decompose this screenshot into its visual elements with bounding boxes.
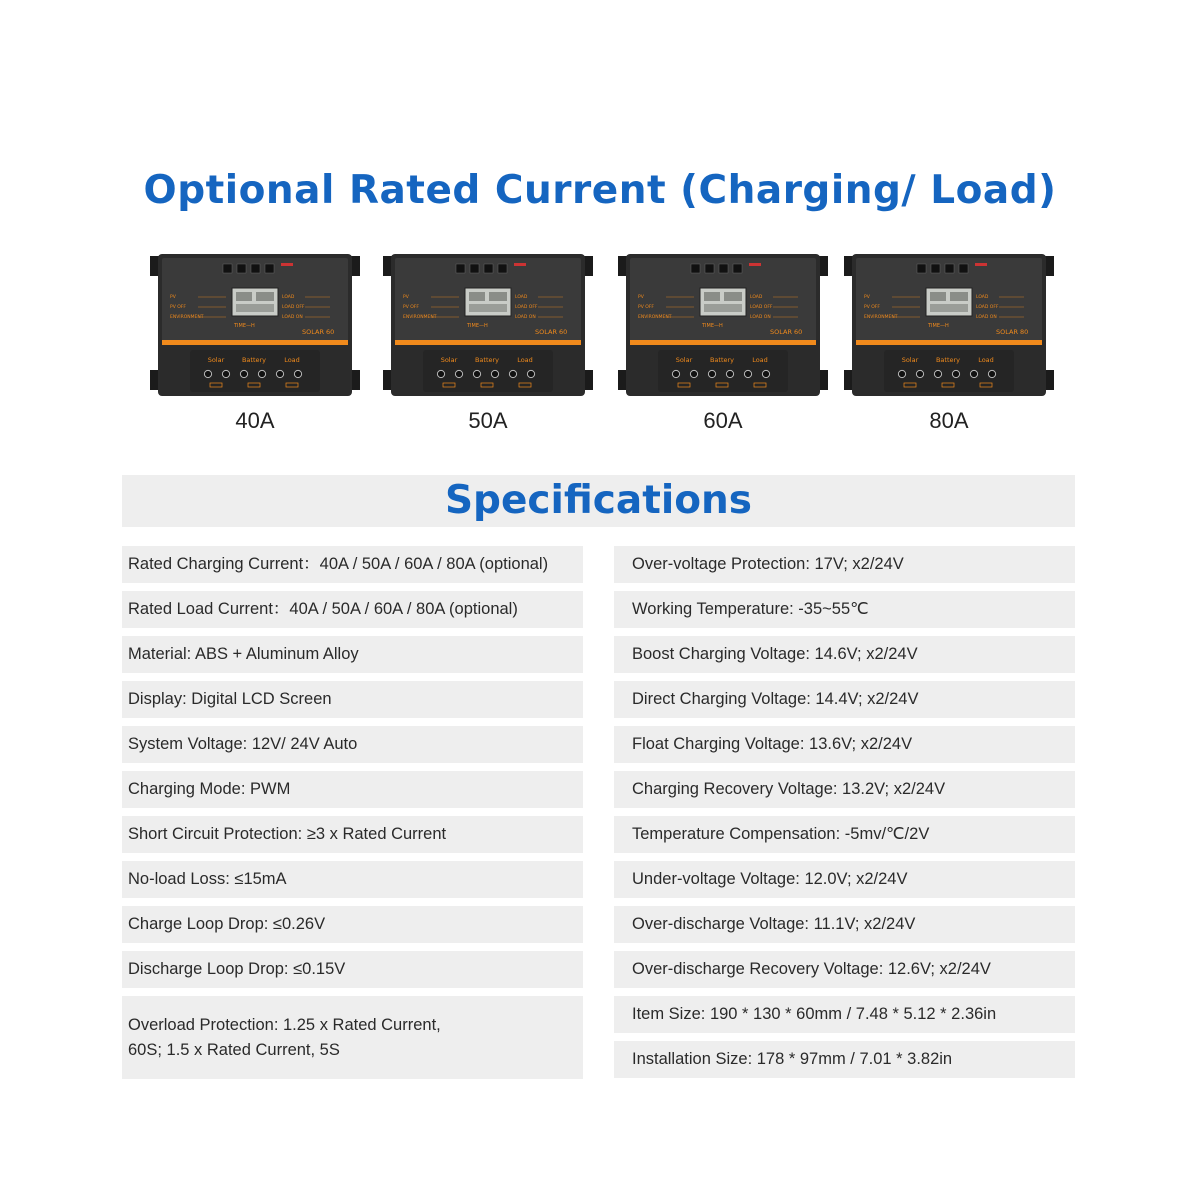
spec-row (614, 906, 1075, 943)
solar-controller-image (618, 250, 828, 400)
readout-label: LOAD OFF (515, 305, 538, 310)
readout-label: ENVIRONMENT (403, 315, 437, 320)
readout-label: PV OFF (170, 305, 186, 310)
spec-row (122, 861, 583, 898)
spec-text: Rated Load Current：40A / 50A / 60A / 80A (optional) (128, 600, 518, 618)
readout-label: PV (170, 295, 176, 300)
terminal-label: Battery (935, 356, 961, 364)
lcd-segment (724, 292, 742, 301)
control-button (223, 264, 232, 273)
terminal-screw (708, 370, 715, 377)
spec-text: Over-discharge Voltage: 11.1V; x2/24V (632, 915, 916, 933)
orange-stripe (630, 340, 816, 345)
readout-label: LOAD ON (515, 315, 536, 320)
readout-label: LOAD (515, 295, 528, 300)
control-button (237, 264, 246, 273)
spec-text: Item Size: 190 * 130 * 60mm / 7.48 * 5.12 * 2.36in (632, 1005, 997, 1023)
terminal-label: Battery (709, 356, 735, 364)
spec-text: Display: Digital LCD Screen (128, 690, 332, 708)
lcd-segment (256, 292, 274, 301)
spec-row (122, 591, 583, 628)
spec-text: Over-discharge Recovery Voltage: 12.6V; x2/24V (632, 960, 991, 978)
control-button (705, 264, 714, 273)
specifications-heading: Specifications (122, 475, 1075, 527)
lcd-segment (469, 292, 485, 301)
terminal-screw (988, 370, 995, 377)
terminal-screw (934, 370, 941, 377)
readout-label: PV (864, 295, 870, 300)
time-label: TIME—H (467, 323, 488, 329)
spec-text: Discharge Loop Drop: ≤0.15V (128, 960, 346, 978)
lcd-segment (236, 304, 274, 312)
control-button (917, 264, 926, 273)
solar-controller-image (383, 250, 593, 400)
spec-row (614, 816, 1075, 853)
readout-label: LOAD OFF (750, 305, 773, 310)
control-button (498, 264, 507, 273)
control-button (251, 264, 260, 273)
readout-label: ENVIRONMENT (638, 315, 672, 320)
spec-row (614, 771, 1075, 808)
spec-row (122, 996, 583, 1079)
terminal-screw (509, 370, 516, 377)
spec-row (122, 951, 583, 988)
terminal-label: Load (284, 356, 300, 364)
spec-text: Charging Mode: PWM (128, 780, 291, 798)
spec-row (122, 771, 583, 808)
lcd-segment (704, 292, 720, 301)
terminal-screw (952, 370, 959, 377)
terminal-screw (222, 370, 229, 377)
product-label: 50A (468, 408, 508, 433)
terminal-label: Battery (241, 356, 267, 364)
terminal-screw (455, 370, 462, 377)
control-button (931, 264, 940, 273)
controller-drawing (844, 250, 1054, 400)
spec-text: Direct Charging Voltage: 14.4V; x2/24V (632, 690, 919, 708)
time-label: TIME—H (702, 323, 723, 329)
terminal-screw (491, 370, 498, 377)
spec-row (122, 906, 583, 943)
terminal-screw (672, 370, 679, 377)
spec-text: Temperature Compensation: -5mv/℃/2V (632, 825, 930, 843)
solar-controller-image (150, 250, 360, 400)
readout-label: PV OFF (403, 305, 419, 310)
spec-text: System Voltage: 12V/ 24V Auto (128, 735, 358, 753)
terminal-screw (276, 370, 283, 377)
model-label: SOLAR 60 (302, 328, 335, 336)
spec-text: Short Circuit Protection: ≥3 x Rated Current (128, 825, 447, 843)
readout-label: LOAD ON (976, 315, 997, 320)
spec-text: Rated Charging Current：40A / 50A / 60A / 80A (optional) (128, 555, 549, 573)
product-label: 40A (235, 408, 275, 433)
terminal-label: Solar (440, 356, 458, 364)
spec-row (122, 546, 583, 583)
solar-controller-image (844, 250, 1054, 400)
spec-text: Charging Recovery Voltage: 13.2V; x2/24V (632, 780, 946, 798)
spec-text: Charge Loop Drop: ≤0.26V (128, 915, 326, 933)
lcd-segment (930, 304, 968, 312)
spec-row (614, 726, 1075, 763)
page-title: Optional Rated Current (Charging/ Load) (143, 168, 1057, 213)
terminal-label: Solar (207, 356, 225, 364)
terminal-label: Solar (675, 356, 693, 364)
readout-label: PV (638, 295, 644, 300)
spec-row (614, 681, 1075, 718)
control-button (470, 264, 479, 273)
terminal-label: Load (752, 356, 768, 364)
terminal-screw (473, 370, 480, 377)
terminal-label: Load (517, 356, 533, 364)
readout-label: LOAD ON (282, 315, 303, 320)
spec-row (614, 996, 1075, 1033)
terminal-screw (437, 370, 444, 377)
terminal-label: Battery (474, 356, 500, 364)
readout-label: LOAD OFF (282, 305, 305, 310)
controller-drawing (383, 250, 593, 400)
time-label: TIME—H (234, 323, 255, 329)
control-button (959, 264, 968, 273)
controller-drawing (618, 250, 828, 400)
spec-text: Overload Protection: 1.25 x Rated Current, 60S; 1.5 x Rated Current, 5S (128, 1015, 441, 1059)
indicator-led (975, 263, 987, 266)
product-variants (0, 250, 1200, 440)
readout-label: ENVIRONMENT (170, 315, 204, 320)
readout-label: PV OFF (638, 305, 654, 310)
lcd-segment (489, 292, 507, 301)
spec-row (122, 816, 583, 853)
orange-stripe (395, 340, 581, 345)
model-label: SOLAR 60 (535, 328, 568, 336)
product-label: 60A (703, 408, 743, 433)
spec-row (614, 546, 1075, 583)
spec-text: Float Charging Voltage: 13.6V; x2/24V (632, 735, 913, 753)
spec-row (614, 636, 1075, 673)
indicator-led (514, 263, 526, 266)
lcd-segment (704, 304, 742, 312)
control-button (456, 264, 465, 273)
terminal-screw (970, 370, 977, 377)
lcd-segment (930, 292, 946, 301)
terminal-screw (258, 370, 265, 377)
control-button (265, 264, 274, 273)
terminal-screw (527, 370, 534, 377)
spec-text: Under-voltage Voltage: 12.0V; x2/24V (632, 870, 908, 888)
readout-label: LOAD OFF (976, 305, 999, 310)
product-label: 80A (929, 408, 969, 433)
terminal-screw (690, 370, 697, 377)
terminal-screw (898, 370, 905, 377)
terminal-label: Solar (901, 356, 919, 364)
time-label: TIME—H (928, 323, 949, 329)
spec-row (122, 636, 583, 673)
orange-stripe (162, 340, 348, 345)
spec-text: Material: ABS + Aluminum Alloy (128, 645, 359, 663)
control-button (691, 264, 700, 273)
spec-text: Installation Size: 178 * 97mm / 7.01 * 3.82in (632, 1050, 953, 1068)
readout-label: ENVIRONMENT (864, 315, 898, 320)
readout-label: PV (403, 295, 409, 300)
readout-label: LOAD (750, 295, 763, 300)
readout-label: LOAD (976, 295, 989, 300)
indicator-led (749, 263, 761, 266)
readout-label: LOAD ON (750, 315, 771, 320)
model-label: SOLAR 80 (996, 328, 1029, 336)
lcd-segment (469, 304, 507, 312)
orange-stripe (856, 340, 1042, 345)
terminal-label: Load (978, 356, 994, 364)
lcd-segment (236, 292, 252, 301)
control-button (484, 264, 493, 273)
spec-row (122, 681, 583, 718)
controller-drawing (150, 250, 360, 400)
control-button (945, 264, 954, 273)
readout-label: LOAD (282, 295, 295, 300)
lcd-segment (950, 292, 968, 301)
spec-text: Over-voltage Protection: 17V; x2/24V (632, 555, 904, 573)
spec-row (122, 726, 583, 763)
terminal-screw (240, 370, 247, 377)
indicator-led (281, 263, 293, 266)
spec-text: Boost Charging Voltage: 14.6V; x2/24V (632, 645, 918, 663)
terminal-screw (744, 370, 751, 377)
control-button (733, 264, 742, 273)
spec-row (614, 1041, 1075, 1078)
spec-row (614, 591, 1075, 628)
readout-label: PV OFF (864, 305, 880, 310)
terminal-screw (762, 370, 769, 377)
control-button (719, 264, 728, 273)
spec-row (614, 951, 1075, 988)
spec-text: Working Temperature: -35~55℃ (632, 600, 869, 618)
spec-text: No-load Loss: ≤15mA (128, 870, 287, 888)
terminal-screw (204, 370, 211, 377)
terminal-screw (726, 370, 733, 377)
terminal-screw (294, 370, 301, 377)
terminal-screw (916, 370, 923, 377)
model-label: SOLAR 60 (770, 328, 803, 336)
spec-row (614, 861, 1075, 898)
